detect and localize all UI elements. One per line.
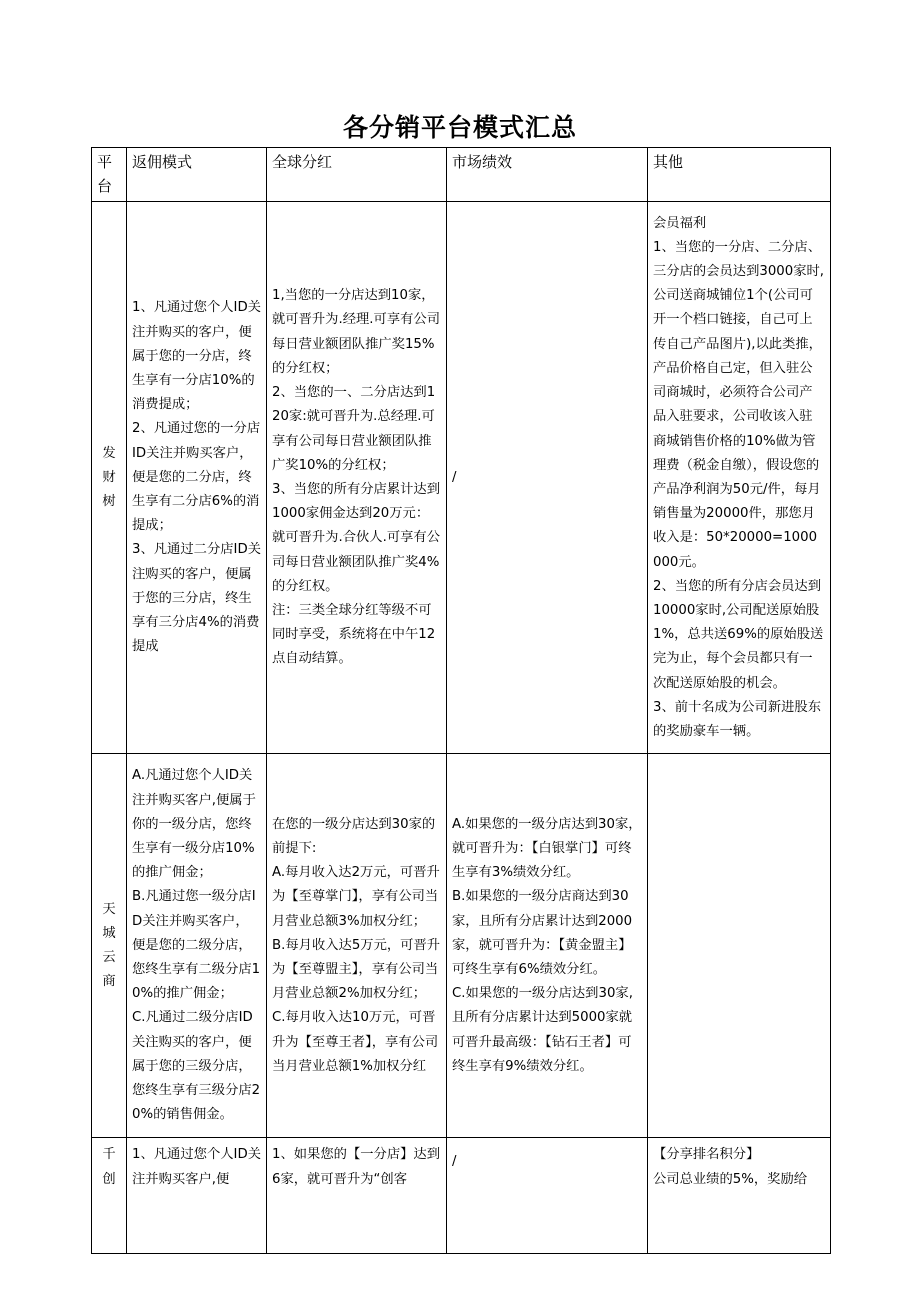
platform-cell — [92, 754, 127, 1138]
dividend-cell — [267, 1138, 447, 1254]
rebate-item: A.凡通过您个人ID关注并购买客户,便属于你的一级分店，您终生享有一级分店10%的推广佣金； — [132, 768, 256, 881]
platform-char: 树 — [102, 494, 116, 509]
other-cell — [648, 202, 831, 754]
performance-cell — [447, 754, 648, 1138]
platform-char: 发 — [102, 445, 116, 461]
table-header-row — [92, 148, 831, 202]
rebate-item: 1、凡通过您个人ID关注并购买客户,便 — [132, 1147, 261, 1187]
other-cell — [648, 754, 831, 1138]
other-item: 1、当您的一分店、二分店、三分店的会员达到3000家时,公司送商城铺位1个(公司可开一个档口链接，自己可上传自己产品图片),以此类推，产品价格自己定，但入驻公司商城时，必须符合公司产品入驻要求，公司收该入驻商城销售价格的10%做为管理费（税金自缴），假设您的产品净利润为50元/件，每月销售量为20000件，那您月收入是：50*20000=1000000元。 — [653, 239, 825, 570]
header-performance: 市场绩效 — [447, 148, 648, 202]
platform-char: 商 — [102, 974, 116, 990]
dividend-item: 注：三类全球分红等级不可同时享受，系统将在中午12点自动结算。 — [272, 602, 436, 667]
other-item: 2、当您的所有分店会员达到10000家时,公司配送原始股1%，总共送69%的原始股送完为止，每个会员都只有一次配送原始股的机会。 — [653, 578, 824, 691]
rebate-cell — [127, 202, 267, 754]
rebate-item: C.凡通过二级分店ID关注购买的客户，便属于您的三级分店，您终生享有三级分店20%的销售佣金。 — [132, 1010, 261, 1123]
performance-item: A.如果您的一级分店达到30家，就可晋升为：【白银掌门】可终生享有3%绩效分红。 — [452, 816, 642, 881]
dividend-item: B.每月收入达5万元，可晋升为【至尊盟主】，享有公司当月营业总额2%加权分红； — [272, 937, 441, 1002]
summary-table — [91, 147, 831, 1254]
platform-char: 千 — [102, 1147, 116, 1163]
rebate-item: 3、凡通过二分店ID关注购买的客户，便属于您的三分店，终生享有三分店4%的消费提成 — [132, 542, 261, 655]
platform-cell — [92, 1138, 127, 1254]
rebate-item: 1、凡通过您个人ID关注并购买的客户，便属于您的一分店，终生享有一分店10%的消费提成； — [132, 300, 261, 413]
rebate-item: 2、凡通过您的一分店ID关注并购买客户，便是您的二分店，终生享有二分店6%的消提成； — [132, 421, 261, 534]
dividend-item: 1、如果您的【一分店】达到6家，就可晋升为“创客 — [272, 1147, 441, 1187]
header-dividend: 全球分红 — [267, 148, 447, 202]
platform-char: 云 — [102, 949, 116, 965]
platform-char: 天 — [102, 901, 116, 917]
dividend-cell — [267, 202, 447, 754]
dividend-cell — [267, 754, 447, 1138]
other-cell — [648, 1138, 831, 1254]
platform-char: 创 — [102, 1171, 116, 1187]
performance-item: B.如果您的一级分店商达到30家，且所有分店累计达到2000家，就可晋升为：【黄金盟主】可终生享有6%绩效分红。 — [452, 889, 633, 977]
performance-item: / — [452, 469, 457, 485]
dividend-item: C.每月收入达10万元，可晋升为【至尊王者】，享有公司当月营业总额1%加权分红 — [272, 1010, 439, 1074]
performance-item: C.如果您的一级分店达到30家,且所有分店累计达到5000家就可晋升最高级：【钻石王者】可终生享有9%绩效分红。 — [452, 986, 633, 1074]
table-row — [92, 1138, 831, 1254]
other-item: 会员福利 — [653, 215, 707, 231]
rebate-cell — [127, 754, 267, 1138]
header-rebate: 返佣模式 — [127, 148, 267, 202]
platform-cell — [92, 202, 127, 754]
performance-cell — [447, 1138, 648, 1254]
platform-char: 城 — [102, 925, 116, 941]
platform-char: 财 — [102, 469, 116, 485]
dividend-item: A.每月收入达2万元，可晋升为【至尊掌门】，享有公司当月营业总额3%加权分红； — [272, 865, 440, 929]
rebate-cell — [127, 1138, 267, 1254]
rebate-item: B.凡通过您一级分店ID关注并购买客户，便是您的二级分店，您终生享有二级分店10%的推广佣金； — [132, 889, 261, 1002]
dividend-item: 3、当您的所有分店累计达到1000家佣金达到20万元：就可晋升为.合伙人.可享有公司每日营业额团队推广奖4%的分红权。 — [272, 481, 441, 594]
header-platform: 平台 — [92, 148, 127, 202]
page-title: 各分销平台模式汇总 — [342, 113, 577, 142]
performance-item: / — [452, 1154, 457, 1170]
table-row — [92, 754, 831, 1138]
other-item: 3、前十名成为公司新进股东的奖励豪车一辆。 — [653, 699, 822, 739]
dividend-item: 1,当您的一分店达到10家，就可晋升为.经理.可享有公司每日营业额团队推广奖15%的分红权； — [272, 288, 441, 376]
dividend-item: 2、当您的一、二分店达到120家:就可晋升为.总经理.可享有公司每日营业额团队推广奖10%的分红权； — [272, 385, 436, 473]
performance-cell — [447, 202, 648, 754]
other-item: 公司总业绩的5%，奖励给 — [653, 1171, 808, 1187]
header-other: 其他 — [648, 148, 831, 202]
dividend-item: 在您的一级分店达到30家的前提下: — [272, 816, 436, 856]
table-row — [92, 202, 831, 754]
other-item: 【分享排名积分】 — [653, 1147, 760, 1163]
